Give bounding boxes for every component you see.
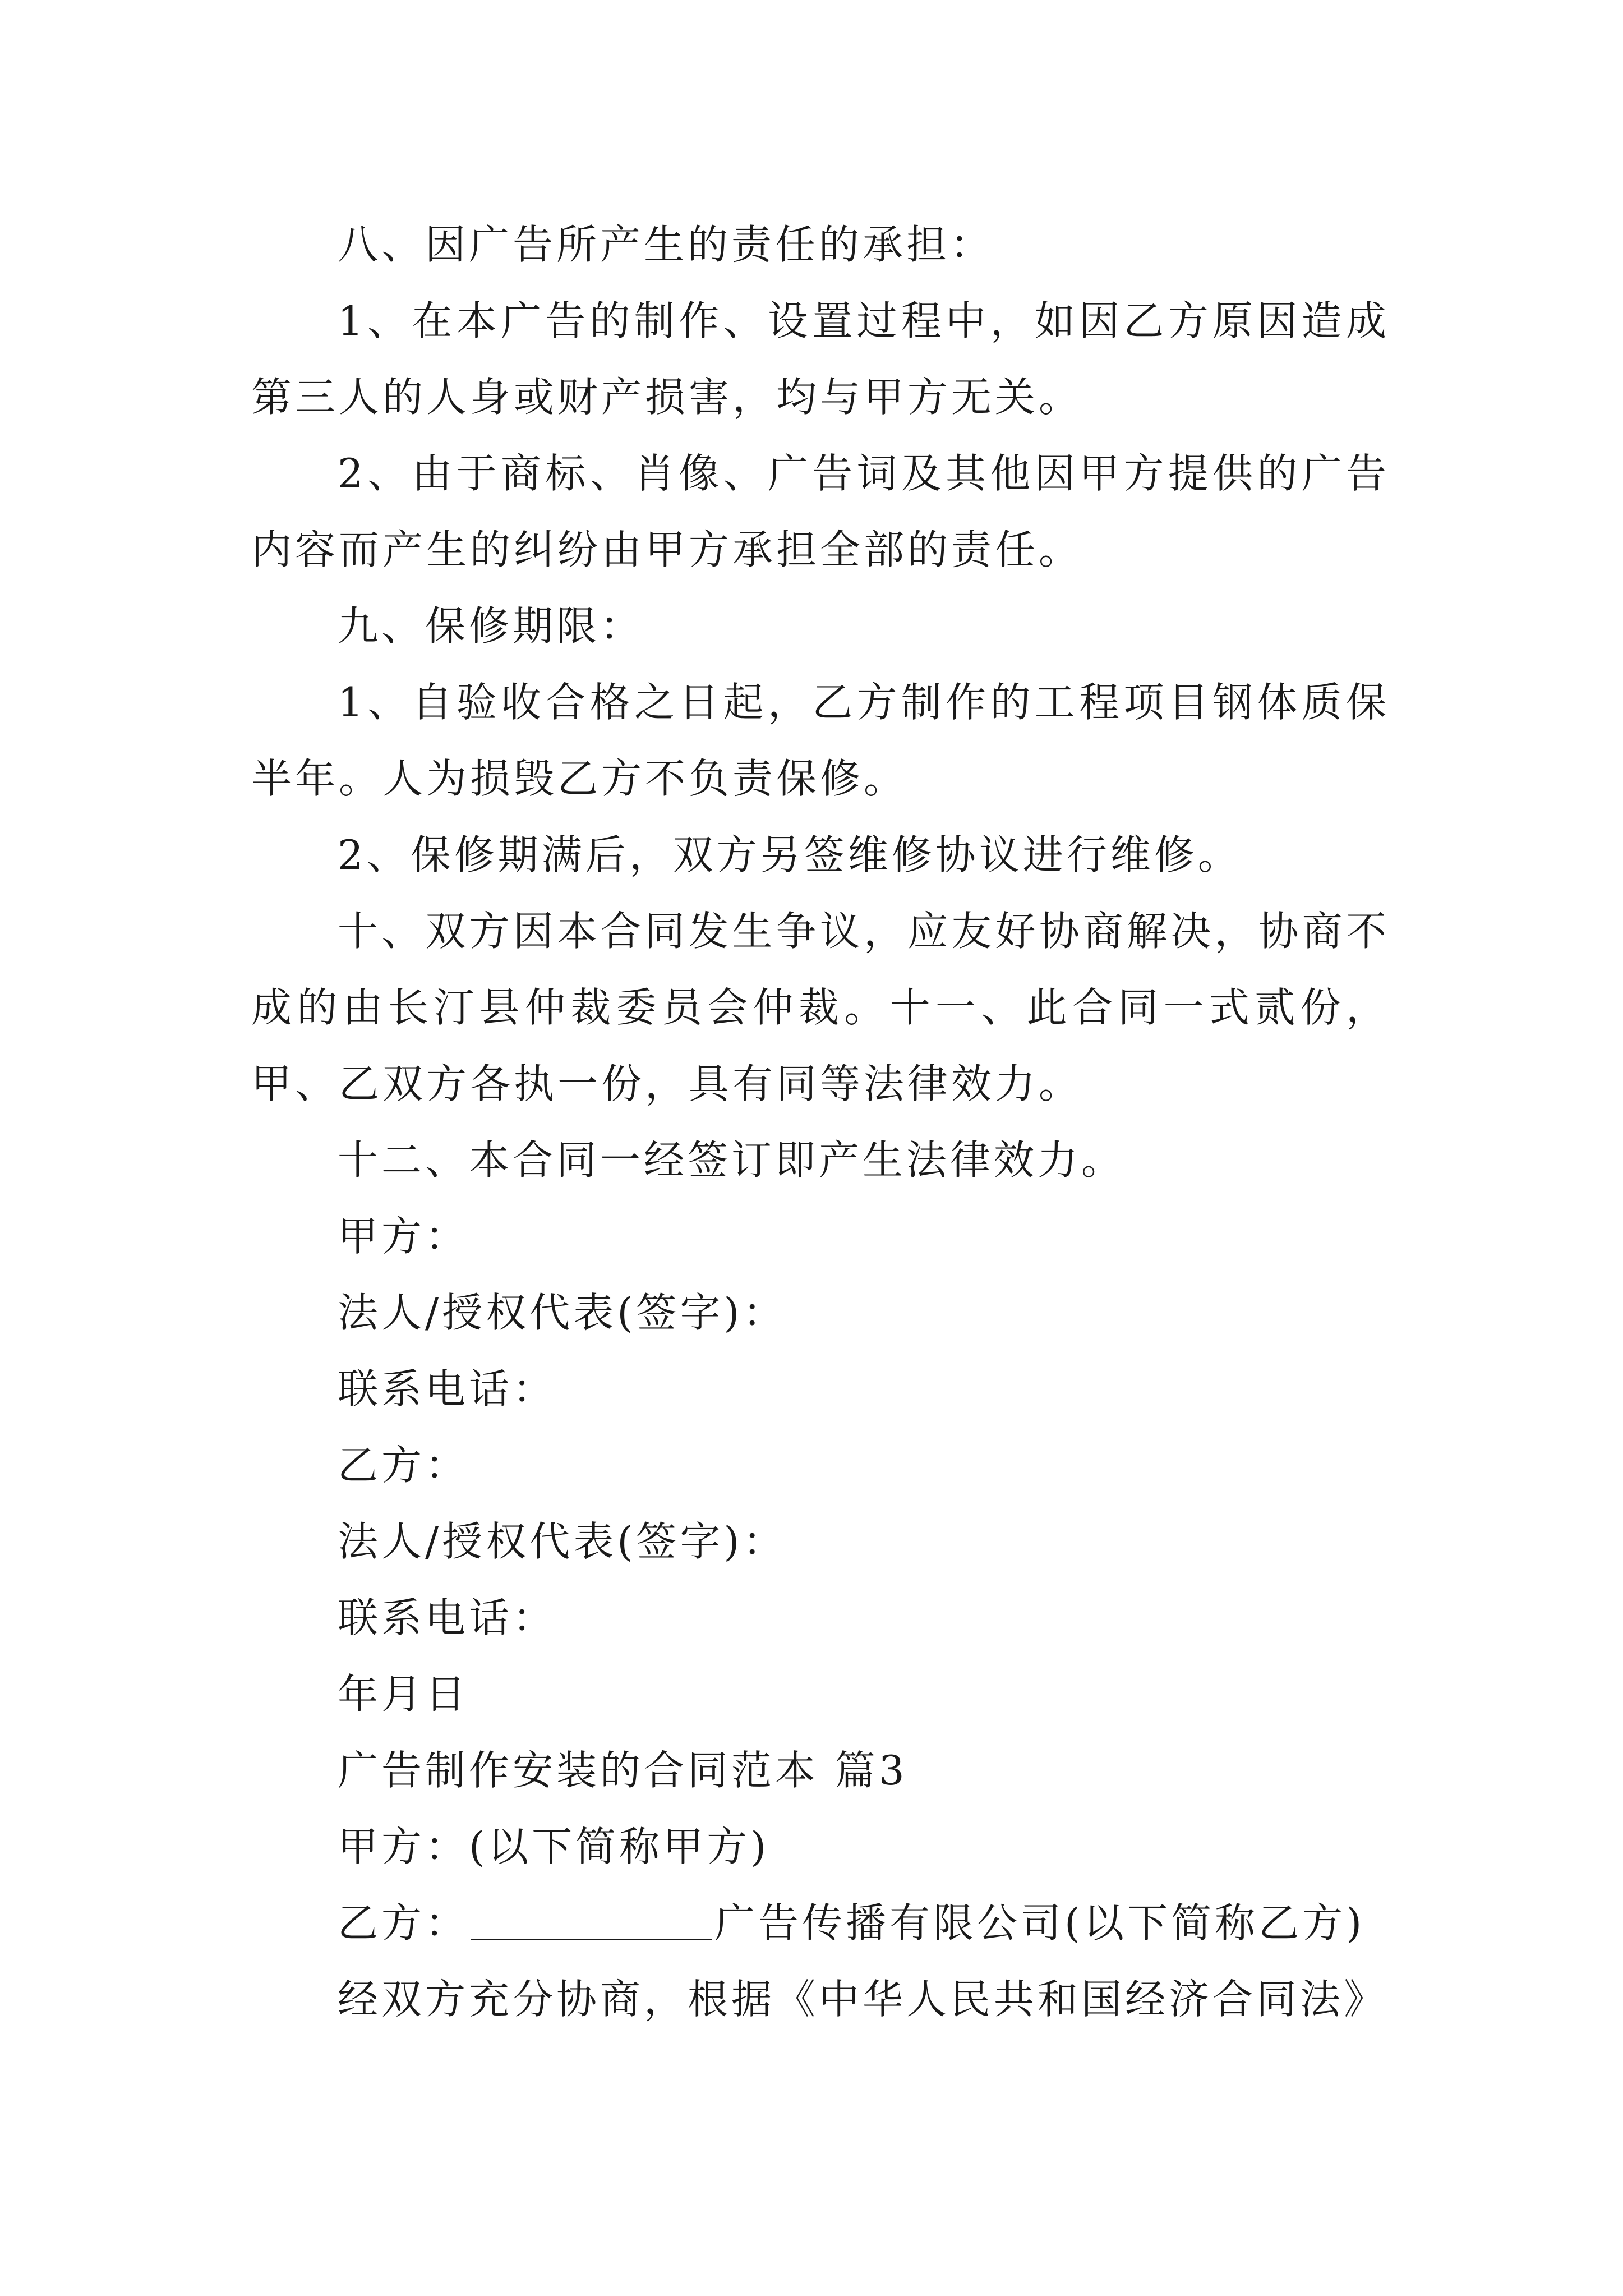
party-a-phone: 联系电话： bbox=[338, 1365, 557, 1412]
party-b-representative: 法人/授权代表(签字)： bbox=[338, 1518, 787, 1565]
contract-3-title: 广告制作安装的合同范本 篇3 bbox=[338, 1747, 908, 1794]
signature-date: 年月日 bbox=[338, 1671, 469, 1718]
party-a-label: 甲方： bbox=[338, 1213, 469, 1260]
contract-3-party-b bbox=[251, 1885, 1390, 1961]
section-9-heading: 九、保修期限： bbox=[338, 602, 644, 650]
section-10-dispute-clause: 十、双方因本合同发生争议，应友好协商解决，协商不成的由长汀县仲裁委员会仲裁。十一、此合同一式贰份，甲、乙双方各执一份，具有同等法律效力。 bbox=[251, 908, 1390, 1107]
section-12-effect-clause: 十二、本合同一经签订即产生法律效力。 bbox=[338, 1137, 1126, 1184]
section-9-item-1: 1、自验收合格之日起，乙方制作的工程项目钢体质保半年。人为损毁乙方不负责保修。 bbox=[251, 679, 1390, 802]
section-8-item-2: 2、由于商标、肖像、广告词及其他因甲方提供的广告内容而产生的纠纷由甲方承担全部的责任。 bbox=[251, 450, 1390, 573]
party-b-label: 乙方： bbox=[338, 1442, 469, 1489]
contract-3-party-b-suffix: 广告传播有限公司(以下简称乙方) bbox=[714, 1899, 1366, 1947]
document-body bbox=[251, 206, 1390, 2037]
section-8-item-1: 1、在本广告的制作、设置过程中，如因乙方原因造成第三人的人身或财产损害，均与甲方无关。 bbox=[251, 297, 1390, 421]
party-a-representative: 法人/授权代表(签字)： bbox=[338, 1289, 787, 1336]
fill-in-blank-line bbox=[471, 1894, 712, 1940]
contract-3-party-a: 甲方：(以下简称甲方) bbox=[338, 1823, 770, 1870]
contract-3-party-b-prefix: 乙方： bbox=[338, 1899, 469, 1947]
party-b-phone: 联系电话： bbox=[338, 1594, 557, 1641]
section-8-heading: 八、因广告所产生的责任的承担： bbox=[338, 221, 994, 268]
contract-3-intro: 经双方充分协商，根据《中华人民共和国经济合同法》 bbox=[338, 1976, 1388, 2023]
section-9-item-2: 2、保修期满后，双方另签维修协议进行维修。 bbox=[338, 831, 1242, 878]
